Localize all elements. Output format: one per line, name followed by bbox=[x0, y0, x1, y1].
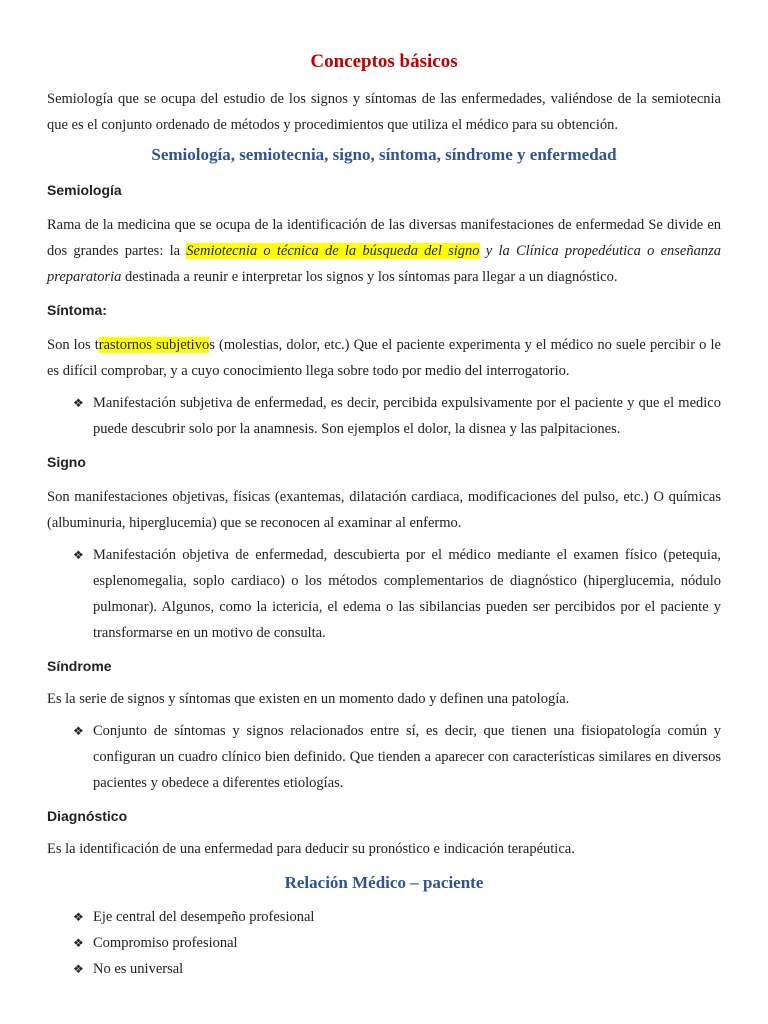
diamond-bullet-icon: ❖ bbox=[73, 396, 84, 410]
sintoma-bullet-list bbox=[47, 390, 721, 442]
sintoma-text-start: Son los t bbox=[47, 337, 99, 353]
list-item bbox=[73, 956, 721, 982]
list-item bbox=[73, 904, 721, 930]
list-item-text: Compromiso profesional bbox=[93, 935, 238, 951]
section-subtitle: Semiología, semiotecnia, signo, síntoma, síndrome y enfermedad bbox=[151, 145, 617, 164]
document-title: Conceptos básicos bbox=[310, 51, 458, 72]
list-item-text: Eje central del desempeño profesional bbox=[93, 909, 315, 925]
sindrome-paragraph: Es la serie de signos y síntomas que existen en un momento dado y definen una patología. bbox=[47, 691, 570, 707]
diamond-bullet-icon: ❖ bbox=[73, 910, 84, 924]
list-item bbox=[73, 718, 721, 796]
list-item-text: Conjunto de síntomas y signos relacionados entre sí, es decir, que tienen una fisiopatología común y configuran un cuadro clínico bien definido. Que tienden a aparecer con características similares en diversos pacientes y obedece a diferentes etiologías. bbox=[93, 723, 721, 791]
heading-semiologia: Semiología bbox=[47, 182, 122, 198]
diagnostico-paragraph: Es la identificación de una enfermedad para deducir su pronóstico e indicación terapéutica. bbox=[47, 841, 575, 857]
list-item bbox=[73, 542, 721, 646]
signo-paragraph: Son manifestaciones objetivas, físicas (exantemas, dilatación cardiaca, modificaciones del pulso, etc.) O químicas (albuminuria, hiperglucemia) que se reconocen al examinar al enfermo. bbox=[47, 489, 721, 531]
highlighted-term: Semiotecnia o técnica de la búsqueda del signo bbox=[186, 243, 480, 259]
signo-bullet-list bbox=[47, 542, 721, 646]
sintoma-text-end: s (molestias, dolor, etc.) Que el paciente experimenta y el médico no suele percibir o le es difícil comprobar, y a cuyo conocimiento llega sobre todo por medio del interrogatorio. bbox=[47, 337, 721, 379]
list-item bbox=[73, 390, 721, 442]
semiologia-text-end: destinada a reunir e interpretar los signos y los síntomas para llegar a un diagnóstico. bbox=[121, 269, 618, 285]
semiologia-text-start: Rama de la medicina que se ocupa de la identificación de las diversas manifestaciones de enfermedad Se divide en dos grandes partes: la bbox=[47, 217, 721, 259]
relacion-bullet-list bbox=[47, 904, 721, 982]
section-subtitle-relacion: Relación Médico – paciente bbox=[284, 873, 484, 892]
list-item-text: Manifestación subjetiva de enfermedad, es decir, percibida expulsivamente por el paciente y que el medico puede descubrir solo por la anamnesis. Son ejemplos el dolor, la disnea y las palpitaciones. bbox=[93, 395, 721, 437]
list-item-text: No es universal bbox=[93, 961, 184, 977]
sindrome-bullet-list bbox=[47, 718, 721, 796]
heading-diagnostico: Diagnóstico bbox=[47, 808, 128, 824]
list-item-text: Manifestación objetiva de enfermedad, descubierta por el médico mediante el examen físico (petequia, esplenomegalia, soplo cardiaco) o los métodos complementarios de diagnóstico (hiperglucemia, nódulo pulmonar). Algunos, como la ictericia, el edema o las sibilancias pueden ser percibidos por el paciente y transformarse en un motivo de consulta. bbox=[93, 547, 721, 641]
sintoma-paragraph bbox=[47, 332, 721, 384]
diamond-bullet-icon: ❖ bbox=[73, 936, 84, 950]
italic-term: y la Clínica propedéutica o enseñanza preparatoria bbox=[47, 243, 721, 285]
diamond-bullet-icon: ❖ bbox=[73, 548, 84, 562]
intro-paragraph: Semiología que se ocupa del estudio de los signos y síntomas de las enfermedades, valiéndose de la semiotecnia que es el conjunto ordenado de métodos y procedimientos que utiliza el médico para su obtención. bbox=[47, 91, 721, 133]
diamond-bullet-icon: ❖ bbox=[73, 724, 84, 738]
heading-sintoma: Síntoma: bbox=[47, 302, 107, 318]
list-item bbox=[73, 930, 721, 956]
highlighted-term: rastornos subjetivo bbox=[98, 337, 210, 353]
heading-sindrome: Síndrome bbox=[47, 658, 112, 674]
semiologia-paragraph bbox=[47, 212, 721, 290]
diamond-bullet-icon: ❖ bbox=[73, 962, 84, 976]
heading-signo: Signo bbox=[47, 454, 86, 470]
